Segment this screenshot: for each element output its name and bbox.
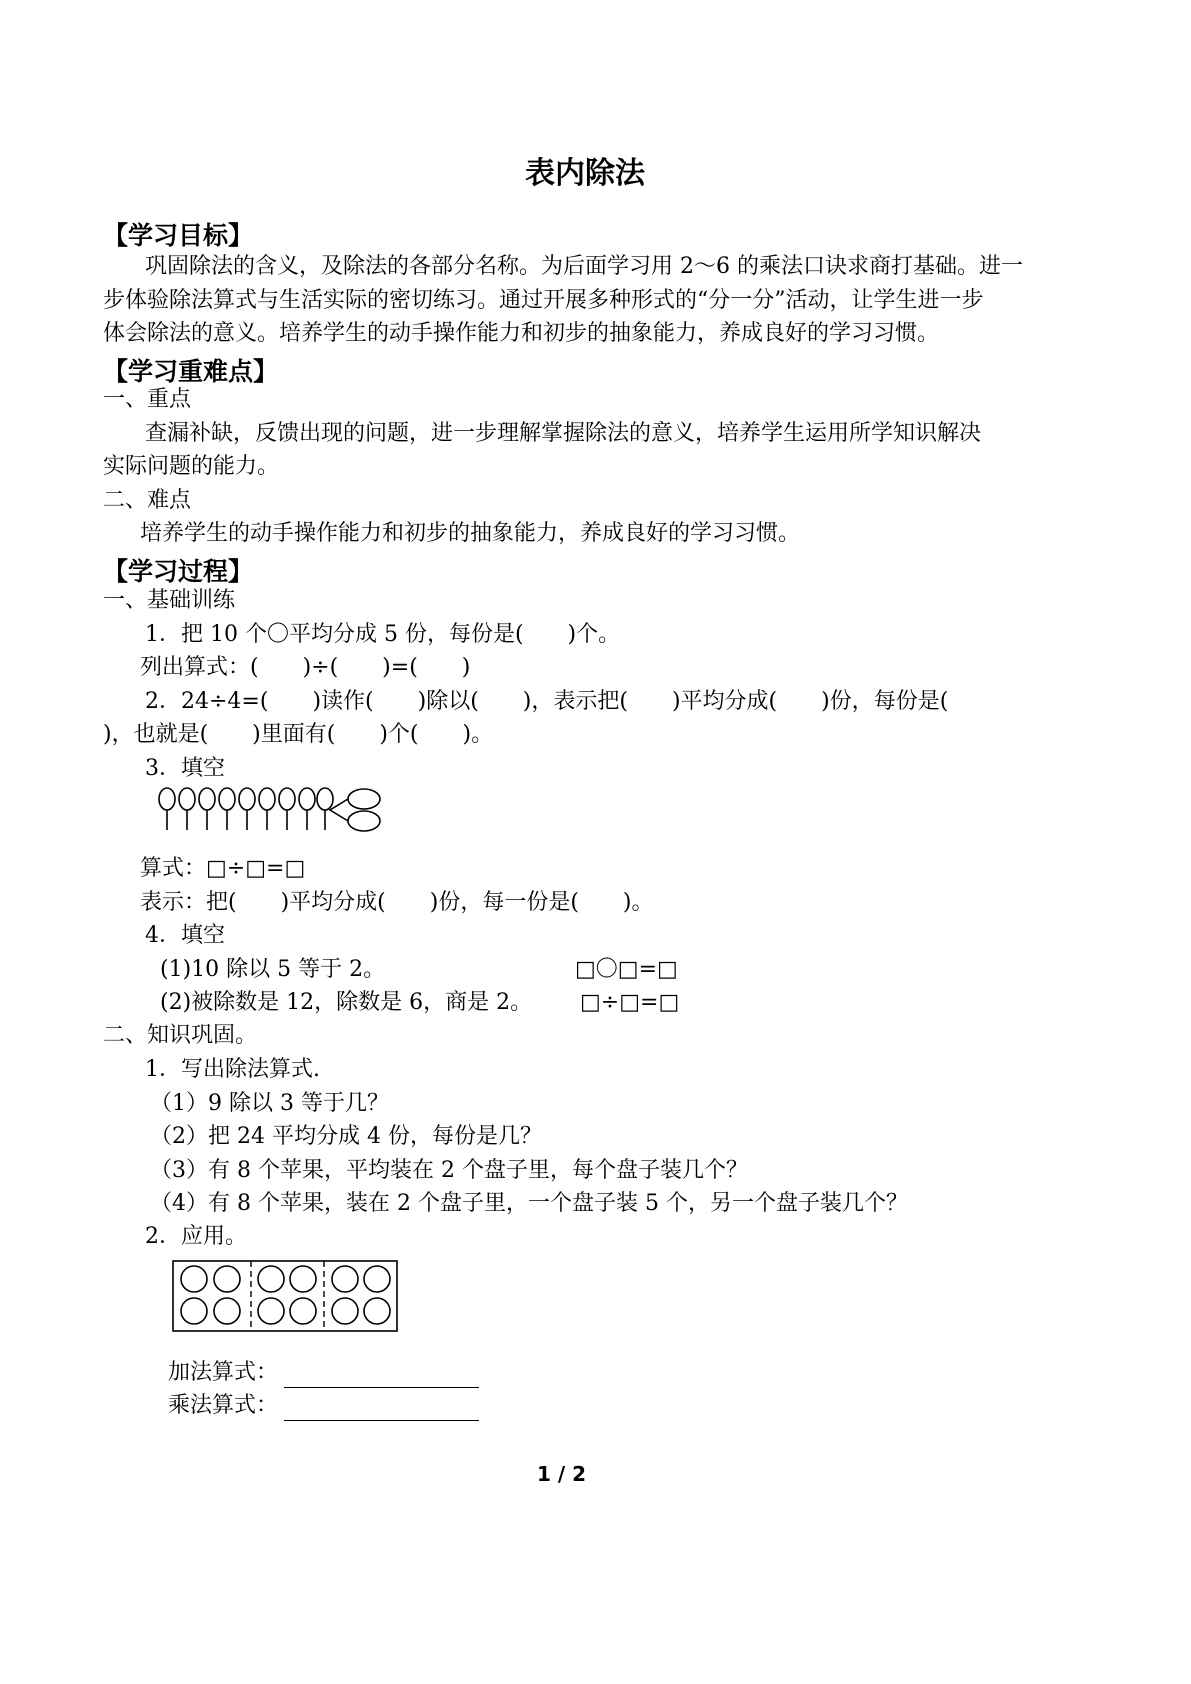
- multiplication-formula-blank[interactable]: [284, 1398, 479, 1421]
- question-3: 3．填空: [145, 756, 225, 781]
- addition-formula-blank[interactable]: [284, 1365, 479, 1388]
- key-point1-line-2: 实际问题的能力。: [103, 454, 280, 479]
- page-title: 表内除法: [525, 156, 645, 191]
- circle-groups-figure: [172, 1259, 400, 1335]
- multiplication-formula-label: 乘法算式：: [168, 1393, 279, 1418]
- part1-label: 一、基础训练: [103, 588, 236, 613]
- question-3-meaning: 表示：把( )平均分成( )份，每一份是( )。: [140, 890, 654, 915]
- multiplication-formula-row: [168, 1391, 479, 1421]
- addition-formula-label: 加法算式：: [168, 1360, 279, 1385]
- part2-question-2: 2．应用。: [145, 1224, 247, 1249]
- key-point2-label: 二、难点: [103, 488, 192, 513]
- question-3-formula: 算式：□÷□=□: [140, 856, 306, 881]
- question-2-line-1: 2．24÷4=( )读作( )除以( )，表示把( )平均分成( )份，每份是(: [145, 689, 949, 714]
- goal-line-2: 步体验除法算式与生活实际的密切练习。通过开展多种形式的“分一分”活动，让学生进一步: [103, 288, 984, 313]
- question-4: 4．填空: [145, 923, 225, 948]
- question-4-item-1-boxes: □〇□=□: [575, 957, 678, 982]
- part2-question-1: 1．写出除法算式.: [145, 1057, 320, 1082]
- key-point2-text: 培养学生的动手操作能力和初步的抽象能力，养成良好的学习习惯。: [140, 521, 801, 546]
- key-heading: 【学习重难点】: [103, 357, 279, 386]
- question-4-item-1: (1)10 除以 5 等于 2。: [160, 957, 386, 982]
- goal-line-3: 体会除法的意义。培养学生的动手操作能力和初步的抽象能力，养成良好的学习习惯。: [103, 321, 940, 346]
- question-4-item-2-boxes: □÷□=□: [580, 990, 680, 1015]
- part2-question-1-item-2: （2）把 24 平均分成 4 份，每份是几？: [150, 1124, 542, 1149]
- process-heading: 【学习过程】: [103, 557, 254, 586]
- part2-question-1-item-1: （1）9 除以 3 等于几？: [150, 1091, 389, 1116]
- question-2-line-2: )，也就是( )里面有( )个( )。: [103, 722, 494, 747]
- question-1: 1．把 10 个〇平均分成 5 份，每份是( )个。: [145, 622, 621, 647]
- page-number: 1 / 2: [537, 1462, 587, 1486]
- part2-question-1-item-4: （4）有 8 个苹果，装在 2 个盘子里，一个盘子装 5 个，另一个盘子装几个？: [150, 1191, 908, 1216]
- plates-figure: [0, 786, 400, 836]
- key-point1-line-1: 查漏补缺，反馈出现的问题，进一步理解掌握除法的意义，培养学生运用所学知识解决: [145, 421, 982, 446]
- addition-formula-row: [168, 1358, 479, 1388]
- part2-question-1-item-3: （3）有 8 个苹果，平均装在 2 个盘子里，每个盘子装几个？: [150, 1158, 748, 1183]
- question-4-item-2: (2)被除数是 12，除数是 6，商是 2。: [160, 990, 533, 1015]
- part2-label: 二、知识巩固。: [103, 1023, 258, 1048]
- goal-line-1: 巩固除法的含义，及除法的各部分名称。为后面学习用 2～6 的乘法口诀求商打基础。进一: [145, 254, 1023, 279]
- goal-heading: 【学习目标】: [103, 221, 254, 250]
- key-point1-label: 一、重点: [103, 387, 192, 412]
- question-1-formula: 列出算式：( )÷( )=( ): [140, 655, 471, 680]
